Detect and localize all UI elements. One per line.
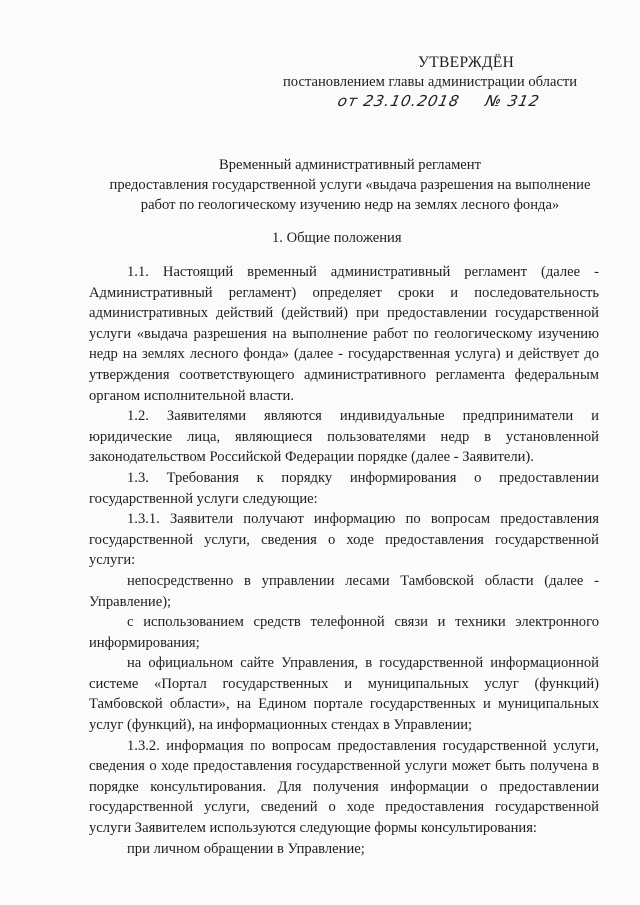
approval-handwritten-date — [336, 92, 567, 110]
paragraph-phone: с использованием средств телефонной связи и техники электронного информирования; — [89, 614, 599, 651]
paragraph-directly: непосредственно в управлении лесами Тамбовской области (далее - Управление); — [89, 572, 599, 610]
approval-number: № 312 — [483, 92, 542, 110]
approval-heading: УТВЕРЖДЁН — [418, 54, 515, 71]
paragraph-personal-visit: при личном обращении в Управление; — [127, 840, 365, 857]
document-title-line3: работ по геологическому изучению недр на землях лесного фонда» — [140, 197, 560, 213]
document-title-line2: предоставления государственной услуги «выдача разрешения на выполнение — [109, 177, 591, 193]
paragraph-1-3-1: 1.3.1. Заявители получают информацию по вопросам предоставления государственной услуги, сведения о ходе предоставления государственной услуги: — [89, 511, 599, 569]
section-heading: 1. Общие положения — [272, 230, 402, 246]
document-title-line1: Временный административный регламент — [219, 157, 481, 173]
paragraph-website: на официальном сайте Управления, в государственной информационной системе «Портал государственных и муниципальных услуг (функций) Тамбовской области», на Едином портале государственных и муниципальных услуг (функций), на информационных стендах в Управлении; — [89, 655, 599, 734]
approval-date: от 23.10.2018 — [336, 92, 462, 110]
paragraph-1-3: 1.3. Требования к порядку информирования о предоставлении государственной услуги следующие: — [89, 469, 599, 507]
paragraph-1-1: 1.1. Настоящий временный административный регламент (далее - Административный регламент) определяет сроки и последовательность административных действий (действий) при предоставлении государственной услуги «выдача разрешения на выполнение работ по геологическому изучению недр на землях лесного фонда» (далее - государственная услуга) и действует до утверждения соответствующего административного регламента федеральным органом исполнительной власти. — [89, 264, 599, 404]
document-body — [89, 262, 599, 859]
paragraph-1-3-2: 1.3.2. информация по вопросам предоставления государственной услуги, сведения о ходе предоставления государственной услуги может быть получена в порядке консультирования. Для получения информации о предоставлении государственной услуги, сведений о ходе предоставления государственной услуги Заявителем используются следующие формы консультирования: — [89, 737, 599, 837]
paragraph-1-2: 1.2. Заявителями являются индивидуальные предприниматели и юридические лица, являющиеся пользователями недр в установленной законодательством Российской Федерации порядке (далее - Заявители). — [89, 408, 599, 466]
approval-line: постановлением главы администрации области — [283, 74, 578, 90]
